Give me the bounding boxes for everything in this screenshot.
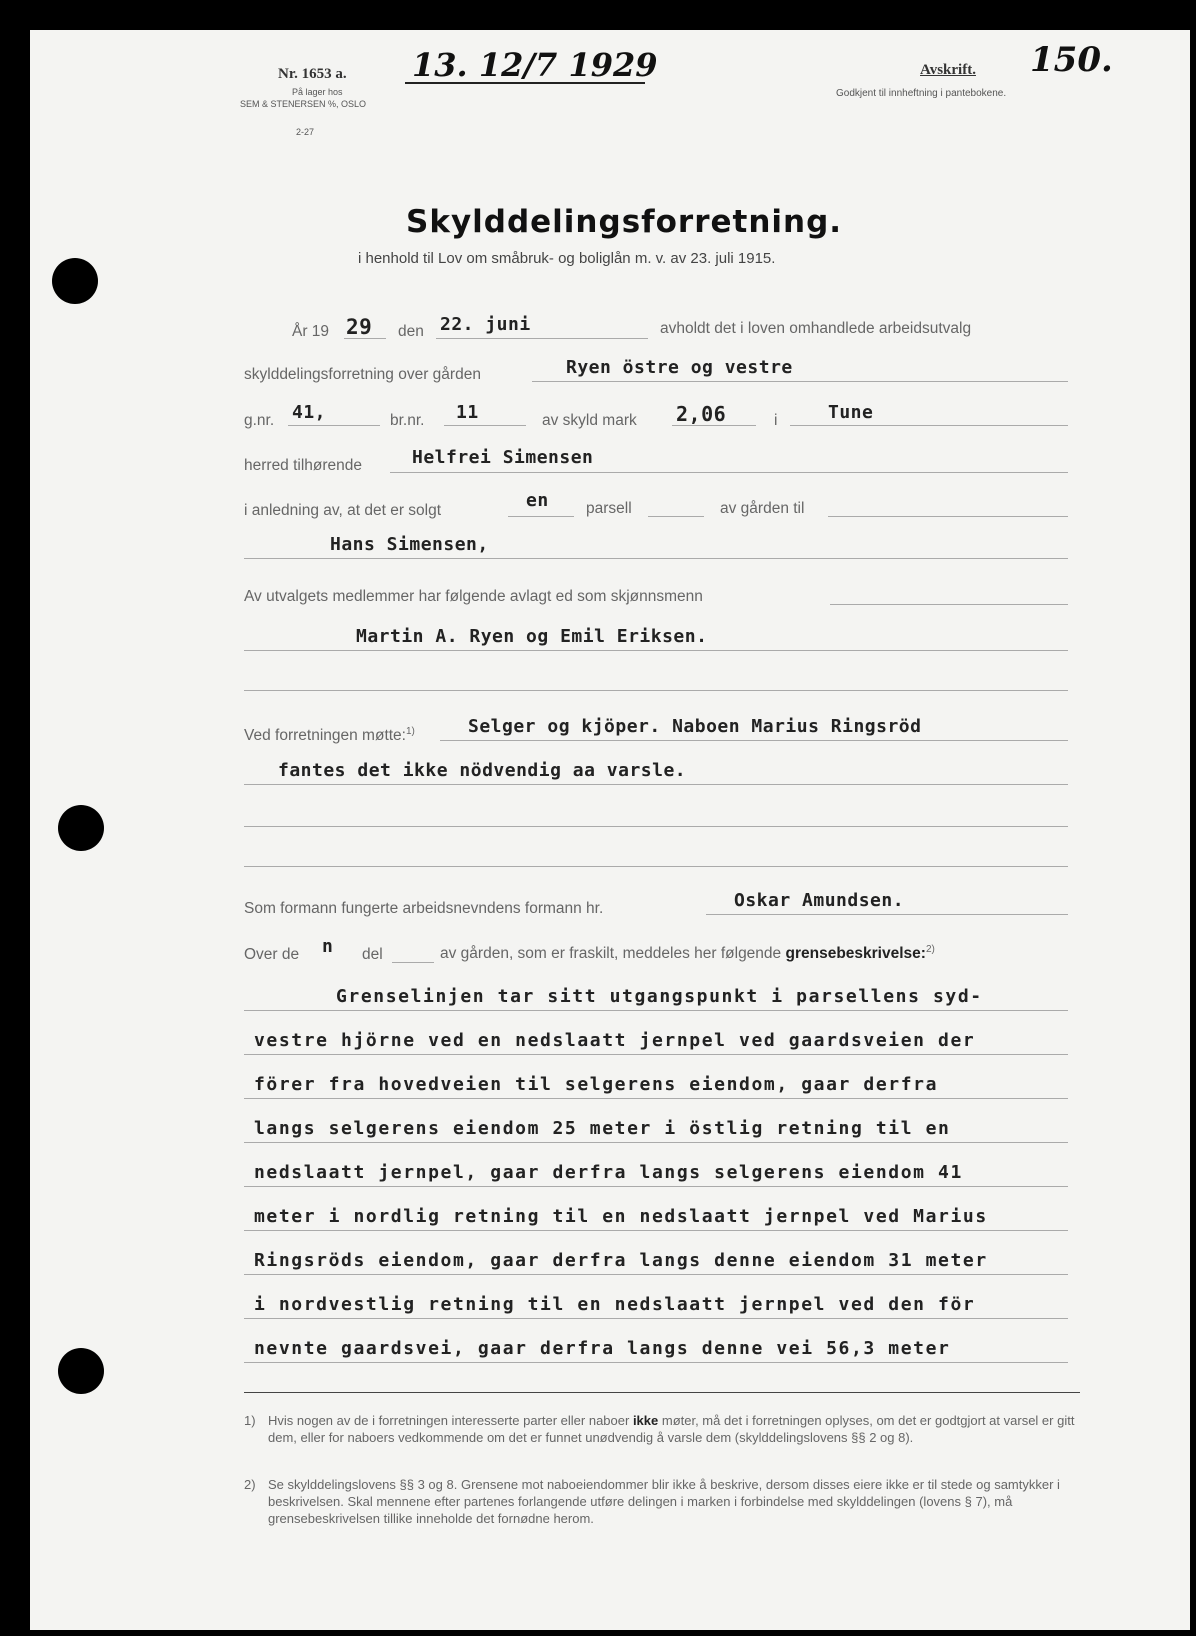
description-rule	[244, 1142, 1068, 1143]
mark-line	[672, 425, 756, 426]
punch-hole-bottom	[58, 1348, 104, 1394]
handwritten-reference: 13. 12/7 1929	[412, 46, 658, 84]
description-line: vestre hjörne ved en nedslaatt jernpel ved gaardsveien der	[254, 1030, 976, 1051]
description-rule	[244, 1186, 1068, 1187]
over-value: n	[322, 936, 334, 957]
mote-blank-line-2	[244, 866, 1068, 867]
skyld-label: skylddelingsforretning over gården	[244, 366, 481, 383]
del-line	[392, 962, 434, 963]
avskrift-note: Godkjent til innheftning i pantebokene.	[836, 88, 1007, 99]
mote-footnote-ref: 1)	[405, 726, 415, 737]
avskrift-label: Avskrift.	[920, 62, 976, 78]
farm-line	[532, 381, 1068, 382]
description-line: förer fra hovedveien til selgerens eiendom, gaar derfra	[254, 1074, 939, 1095]
footnote-separator	[244, 1392, 1080, 1393]
count-value: en	[526, 490, 549, 511]
buyer-line	[244, 558, 1068, 559]
gaarden-til-line	[828, 516, 1068, 517]
members-line	[244, 650, 1068, 651]
mote-value-2: fantes det ikke nödvendig aa varsle.	[278, 760, 687, 781]
page-number: 150.	[1030, 40, 1113, 80]
description-rule	[244, 1362, 1068, 1363]
footnote-1: 1) Hvis nogen av de i forretningen interesserte parter eller naboer ikke møter, må det i forretningen oplyses, om det er godtgjort at varsel er gitt dem, eller for naboers vedkommende om det er funnet unødvendig å varsle dem (skylddelingslovens §§ 2 og 8).	[244, 1413, 1075, 1445]
parsell-line	[648, 516, 704, 517]
mote-blank-line-1	[244, 826, 1068, 827]
gaarden-til-label: av gården til	[720, 500, 805, 517]
year-label: År 19	[292, 323, 330, 340]
utvalg-line	[830, 604, 1068, 605]
buyer-value: Hans Simensen,	[330, 534, 489, 555]
form-number: Nr. 1653 a.	[278, 66, 347, 82]
description-line: nevnte gaardsvei, gaar derfra langs denne vei 56,3 meter	[254, 1338, 951, 1359]
printer-line-3: 2-27	[296, 127, 315, 137]
footnote-1-bold: ikke	[632, 1413, 659, 1428]
owner-line	[390, 472, 1068, 473]
document-subtitle: i henhold til Lov om småbruk- og boliglån m. v. av 23. juli 1915.	[358, 250, 776, 267]
printer-line-2: SEM & STENERSEN %, OSLO	[240, 99, 367, 109]
mote-value-1: Selger og kjöper. Naboen Marius Ringsröd	[468, 716, 922, 737]
printer-line-1: På lager hos	[292, 87, 343, 97]
grense-footnote-ref: 2)	[925, 944, 935, 955]
mote-label: Ved forretningen møtte:$^{1)}$	[244, 726, 415, 745]
description-rule	[244, 1318, 1068, 1319]
utvalg-label: Av utvalgets medlemmer har følgende avlagt ed som skjønnsmenn	[244, 588, 703, 605]
document-page	[30, 30, 1190, 1630]
description-line: Grenselinjen tar sitt utgangspunkt i parsellens syd-	[336, 986, 983, 1007]
gnr-line	[288, 425, 380, 426]
grensebeskrivelse-label: grensebeskrivelse:	[785, 945, 926, 963]
den-label: den	[398, 323, 424, 340]
gnr-value: 41,	[292, 402, 327, 423]
mote-line-1	[440, 740, 1068, 741]
description-rule	[244, 1230, 1068, 1231]
footnote-1-number: 1)	[244, 1413, 256, 1428]
footnote-2: 2) Se skylddelingslovens §§ 3 og 8. Grensene mot naboeiendommer blir ikke å beskrive, dersom disses eiere ikke er til stede og samtykker i beskrivelsen. Skal mennene efter partenes forlangende utføre delingen i marken i forbindelse med skylddelingen (lovens § 7), må grensebeskrivelsen tillike inneholde det fornødne herom.	[244, 1477, 1060, 1526]
count-line	[508, 516, 574, 517]
members-value: Martin A. Ryen og Emil Eriksen.	[356, 626, 708, 647]
document-title: Skylddelingsforretning.	[406, 204, 843, 240]
avholdt-text: avholdt det i loven omhandlede arbeidsutvalg	[660, 320, 972, 337]
owner-value: Helfrei Simensen	[412, 447, 594, 468]
del-label: del	[362, 946, 383, 963]
brnr-value: 11	[456, 402, 479, 423]
description-line: meter i nordlig retning til en nedslaatt jernpel ved Marius	[254, 1206, 988, 1227]
brnr-line	[444, 425, 526, 426]
farm-value: Ryen östre og vestre	[566, 357, 793, 378]
description-rule	[244, 1010, 1068, 1011]
punch-hole-middle	[58, 805, 104, 851]
date-value: 22. juni	[440, 314, 531, 335]
description-line: langs selgerens eiendom 25 meter i östlig retning til en	[254, 1118, 951, 1139]
members-blank-line	[244, 690, 1068, 691]
i-label: i	[774, 412, 778, 429]
herred-label: herred tilhørende	[244, 457, 363, 474]
formann-value: Oskar Amundsen.	[734, 890, 905, 911]
description-rule	[244, 1098, 1068, 1099]
punch-hole-top	[52, 258, 98, 304]
year-line	[344, 338, 386, 339]
skyld-mark-label: av skyld mark	[542, 412, 637, 429]
description-line: nedslaatt jernpel, gaar derfra langs selgerens eiendom 41	[254, 1162, 963, 1183]
mark-value: 2,06	[676, 402, 727, 426]
mote-line-2	[244, 784, 1068, 785]
brnr-label: br.nr.	[390, 412, 425, 429]
footnote-2-number: 2)	[244, 1477, 256, 1492]
place-line	[790, 425, 1068, 426]
year-value: 29	[346, 315, 373, 339]
anledning-label: i anledning av, at det er solgt	[244, 502, 442, 519]
grense-intro: av gården, som er fraskilt, meddeles her følgende grensebeskrivelse:$^{2)}$	[440, 944, 935, 963]
over-label: Over de	[244, 946, 300, 963]
formann-label: Som formann fungerte arbeidsnevndens formann hr.	[244, 900, 604, 917]
description-rule	[244, 1054, 1068, 1055]
description-line: Ringsröds eiendom, gaar derfra langs denne eiendom 31 meter	[254, 1250, 988, 1271]
description-line: i nordvestlig retning til en nedslaatt jernpel ved den för	[254, 1294, 976, 1315]
gnr-label: g.nr.	[244, 412, 275, 429]
date-line	[436, 338, 648, 339]
parsell-label: parsell	[586, 500, 632, 517]
description-rule	[244, 1274, 1068, 1275]
place-value: Tune	[828, 402, 874, 423]
formann-line	[706, 914, 1068, 915]
handwritten-underline	[405, 82, 645, 84]
